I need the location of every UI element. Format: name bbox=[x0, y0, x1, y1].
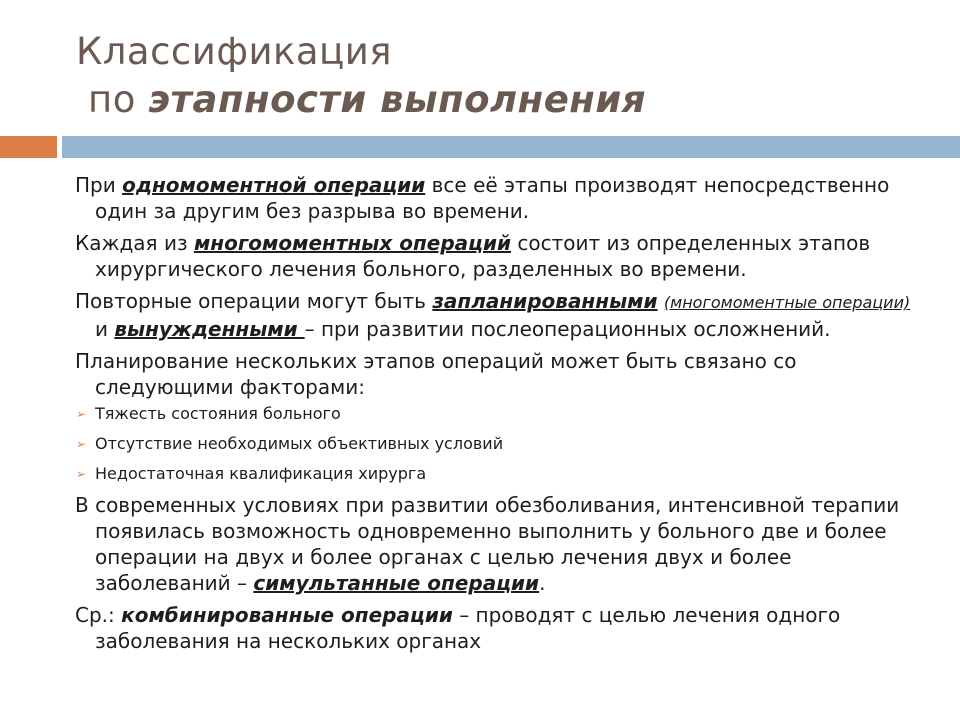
p3-term-planned: запланированными bbox=[432, 289, 658, 313]
factor-item bbox=[75, 432, 925, 456]
p1-text-a: При bbox=[75, 173, 123, 197]
p2-text-a: Каждая из bbox=[75, 231, 194, 255]
p3-term-forced: вынужденными bbox=[114, 317, 305, 341]
paragraph-simultaneous bbox=[75, 492, 925, 596]
p3-text-d: и bbox=[95, 317, 115, 341]
p2-text-c: состоит из определенных этапов хирургического лечения больного, разделенных во времени. bbox=[95, 231, 871, 281]
factor-item bbox=[75, 462, 925, 486]
title-line-2 bbox=[76, 76, 646, 124]
arrow-bullet-icon: ➢ bbox=[76, 467, 87, 481]
factor-text: Отсутствие необходимых объективных условий bbox=[95, 434, 504, 453]
p6-text-c: – проводят с целью лечения одного заболевания на нескольких органах bbox=[95, 603, 841, 653]
p3-text-a: Повторные операции могут быть bbox=[75, 289, 433, 313]
p2-term: многомоментных операций bbox=[193, 231, 511, 255]
paragraph-combined bbox=[75, 602, 925, 654]
paragraph-planning bbox=[75, 348, 925, 400]
p6-text-a: Ср.: bbox=[75, 603, 122, 627]
p5-text-a: В современных условиях при развитии обезболивания, интенсивной терапии появилась возможность одновременно выполнить у больного две и более операции на двух и более органах с целью лечения двух и более заболеваний – bbox=[75, 493, 900, 595]
p5-term: симультанные операции bbox=[253, 571, 540, 595]
slide-content bbox=[75, 172, 925, 660]
p1-term: одномоментной операции bbox=[122, 173, 426, 197]
p6-term: комбинированные операции bbox=[121, 603, 453, 627]
header-bar bbox=[62, 136, 960, 158]
factor-text: Недостаточная квалификация хирурга bbox=[95, 464, 427, 483]
arrow-bullet-icon: ➢ bbox=[76, 407, 87, 421]
p4-text: Планирование нескольких этапов операций может быть связано со следующими факторами: bbox=[75, 349, 797, 399]
slide-title bbox=[76, 28, 646, 124]
title-prefix: по bbox=[88, 78, 149, 121]
title-emphasis: этапности выполнения bbox=[148, 78, 647, 121]
arrow-bullet-icon: ➢ bbox=[76, 437, 87, 451]
factor-text: Тяжесть состояния больного bbox=[95, 404, 341, 423]
accent-bar bbox=[0, 136, 57, 158]
paragraph-single-stage bbox=[75, 172, 925, 224]
paragraph-repeated bbox=[75, 288, 925, 342]
factor-item bbox=[75, 402, 925, 426]
paragraph-multi-stage bbox=[75, 230, 925, 282]
p1-text-c: все её этапы производят непосредственно один за другим без разрыва во времени. bbox=[95, 173, 890, 223]
p3-note: (многомоментные операции) bbox=[663, 293, 911, 312]
p5-text-c: . bbox=[539, 571, 546, 595]
p3-text-f: – при развитии послеоперационных осложнений. bbox=[304, 317, 831, 341]
title-line-1: Классификация bbox=[76, 30, 393, 73]
